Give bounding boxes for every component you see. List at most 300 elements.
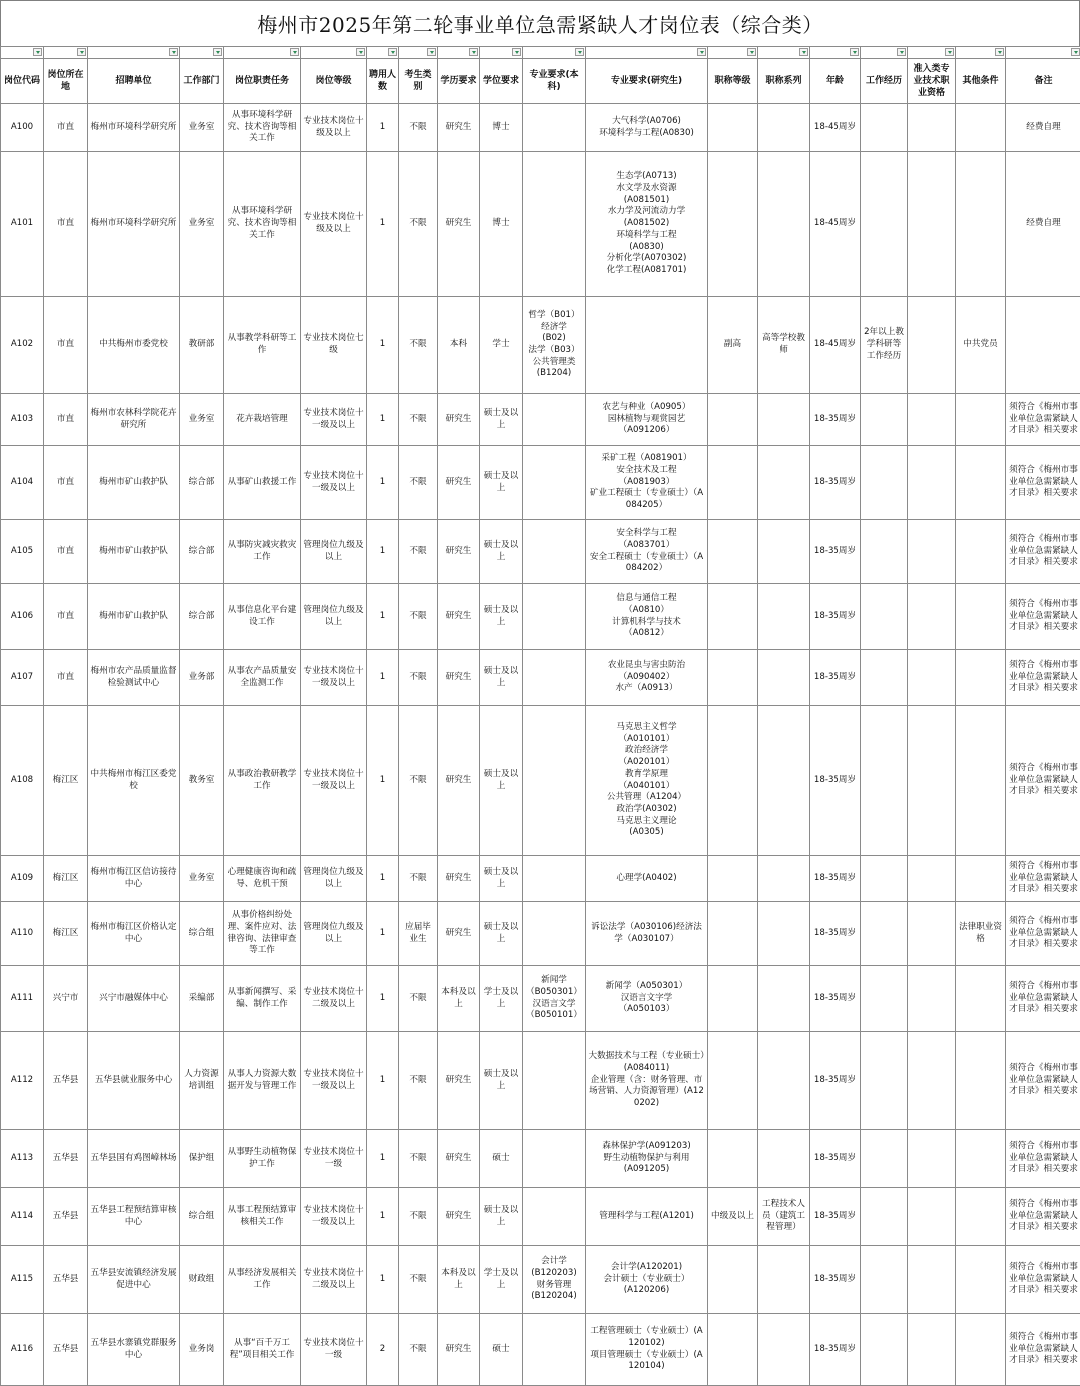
cell-degree: 硕士及以上 xyxy=(480,1188,523,1246)
cell-major-bachelor xyxy=(523,104,586,152)
filter-dropdown-icon[interactable] xyxy=(945,48,954,56)
cell-education: 本科及以上 xyxy=(438,966,480,1032)
cell-work-experience: 2年以上教学科研等工作经历 xyxy=(861,297,908,394)
cell-count: 1 xyxy=(367,446,399,520)
cell-count: 1 xyxy=(367,706,399,856)
table-row xyxy=(1,446,1080,520)
cell-remarks: 须符合《梅州市事业单位急需紧缺人才目录》相关要求 xyxy=(1006,1032,1080,1130)
filter-cell-employer xyxy=(88,47,180,59)
cell-major-bachelor xyxy=(523,1314,586,1386)
cell-work-experience xyxy=(861,1246,908,1314)
cell-candidate-type: 不限 xyxy=(399,446,438,520)
cell-candidate-type: 不限 xyxy=(399,706,438,856)
filter-dropdown-icon[interactable] xyxy=(469,48,478,56)
filter-dropdown-icon[interactable] xyxy=(850,48,859,56)
cell-grade: 专业技术岗位十级及以上 xyxy=(301,152,367,297)
cell-count: 1 xyxy=(367,104,399,152)
cell-candidate-type: 不限 xyxy=(399,1032,438,1130)
cell-duties: 从事矿山救援工作 xyxy=(224,446,301,520)
cell-remarks: 须符合《梅州市事业单位急需紧缺人才目录》相关要求 xyxy=(1006,1130,1080,1188)
cell-qualification xyxy=(908,966,956,1032)
filter-cell-education xyxy=(438,47,480,59)
cell-major-bachelor xyxy=(523,520,586,584)
cell-title-series xyxy=(758,394,810,446)
cell-education: 研究生 xyxy=(438,584,480,650)
cell-major-graduate: 新闻学（A050301） 汉语言文字学 （A050103） xyxy=(586,966,708,1032)
cell-major-graduate: 信息与通信工程 （A0810） 计算机科学与技术 （A0812） xyxy=(586,584,708,650)
cell-title-series xyxy=(758,856,810,902)
cell-location: 市直 xyxy=(44,104,88,152)
cell-remarks: 须符合《梅州市事业单位急需紧缺人才目录》相关要求 xyxy=(1006,394,1080,446)
cell-code: A116 xyxy=(1,1314,44,1386)
cell-qualification xyxy=(908,1032,956,1130)
cell-count: 1 xyxy=(367,1188,399,1246)
cell-department: 人力资源培训组 xyxy=(180,1032,224,1130)
filter-dropdown-icon[interactable] xyxy=(575,48,584,56)
cell-work-experience xyxy=(861,520,908,584)
cell-remarks: 须符合《梅州市事业单位急需紧缺人才目录》相关要求 xyxy=(1006,966,1080,1032)
cell-major-bachelor xyxy=(523,446,586,520)
cell-duties: 从事新闻撰写、采编、制作工作 xyxy=(224,966,301,1032)
filter-cell-location xyxy=(44,47,88,59)
cell-major-bachelor xyxy=(523,584,586,650)
cell-duties: 从事野生动植物保护工作 xyxy=(224,1130,301,1188)
cell-grade: 专业技术岗位十一级 xyxy=(301,1314,367,1386)
cell-education: 研究生 xyxy=(438,902,480,966)
cell-title-level: 副高 xyxy=(708,297,758,394)
filter-dropdown-icon[interactable] xyxy=(697,48,706,56)
filter-cell-age xyxy=(810,47,861,59)
cell-major-bachelor xyxy=(523,394,586,446)
cell-duties: 心理健康咨询和疏导、危机干预 xyxy=(224,856,301,902)
cell-work-experience xyxy=(861,104,908,152)
filter-dropdown-icon[interactable] xyxy=(290,48,299,56)
cell-employer: 梅州市环境科学研究所 xyxy=(88,152,180,297)
cell-grade: 专业技术岗位十二级及以上 xyxy=(301,966,367,1032)
cell-qualification xyxy=(908,297,956,394)
cell-age: 18-45周岁 xyxy=(810,297,861,394)
cell-remarks: 须符合《梅州市事业单位急需紧缺人才目录》相关要求 xyxy=(1006,1314,1080,1386)
cell-employer: 梅州市梅江区信访接待中心 xyxy=(88,856,180,902)
cell-major-bachelor xyxy=(523,1032,586,1130)
cell-employer: 梅州市矿山救护队 xyxy=(88,584,180,650)
cell-employer: 五华县国有鸡图嶂林场 xyxy=(88,1130,180,1188)
cell-employer: 梅州市梅江区价格认定中心 xyxy=(88,902,180,966)
cell-code: A103 xyxy=(1,394,44,446)
cell-location: 五华县 xyxy=(44,1314,88,1386)
cell-major-graduate: 管理科学与工程(A1201) xyxy=(586,1188,708,1246)
column-header-location: 岗位所在地 xyxy=(44,59,88,104)
cell-title-level xyxy=(708,1032,758,1130)
table-row xyxy=(1,584,1080,650)
cell-location: 市直 xyxy=(44,650,88,706)
table-row xyxy=(1,104,1080,152)
cell-location: 五华县 xyxy=(44,1246,88,1314)
cell-location: 市直 xyxy=(44,584,88,650)
cell-employer: 五华县安流镇经济发展促进中心 xyxy=(88,1246,180,1314)
cell-employer: 中共梅州市梅江区委党校 xyxy=(88,706,180,856)
cell-degree: 硕士 xyxy=(480,1314,523,1386)
cell-education: 研究生 xyxy=(438,856,480,902)
cell-employer: 梅州市矿山救护队 xyxy=(88,520,180,584)
column-header-major-graduate: 专业要求(研究生) xyxy=(586,59,708,104)
cell-age: 18-35周岁 xyxy=(810,1314,861,1386)
cell-major-bachelor xyxy=(523,650,586,706)
cell-major-graduate: 工程管理硕士（专业硕士）(A120102) 项目管理硕士（专业硕士）(A120104) xyxy=(586,1314,708,1386)
cell-other xyxy=(956,856,1006,902)
filter-dropdown-icon[interactable] xyxy=(799,48,808,56)
cell-grade: 管理岗位九级及以上 xyxy=(301,584,367,650)
cell-remarks: 须符合《梅州市事业单位急需紧缺人才目录》相关要求 xyxy=(1006,856,1080,902)
cell-degree: 硕士及以上 xyxy=(480,902,523,966)
cell-age: 18-35周岁 xyxy=(810,1246,861,1314)
cell-age: 18-35周岁 xyxy=(810,520,861,584)
filter-dropdown-icon[interactable] xyxy=(77,48,86,56)
cell-qualification xyxy=(908,1314,956,1386)
cell-other: 中共党员 xyxy=(956,297,1006,394)
cell-count: 1 xyxy=(367,584,399,650)
cell-work-experience xyxy=(861,1032,908,1130)
cell-duties: 从事政治教研教学工作 xyxy=(224,706,301,856)
cell-title-level xyxy=(708,856,758,902)
page-title: 梅州市2025年第二轮事业单位急需紧缺人才岗位表（综合类） xyxy=(257,13,823,37)
cell-work-experience xyxy=(861,706,908,856)
column-header-education: 学历要求 xyxy=(438,59,480,104)
cell-duties: 从事环境科学研究、技术咨询等相关工作 xyxy=(224,152,301,297)
cell-code: A110 xyxy=(1,902,44,966)
filter-cell-duties xyxy=(224,47,301,59)
cell-title-level xyxy=(708,966,758,1032)
cell-title-series xyxy=(758,446,810,520)
cell-code: A102 xyxy=(1,297,44,394)
cell-age: 18-45周岁 xyxy=(810,104,861,152)
cell-duties: 从事农产品质量安全监测工作 xyxy=(224,650,301,706)
cell-grade: 管理岗位九级及以上 xyxy=(301,856,367,902)
cell-education: 本科及以上 xyxy=(438,1246,480,1314)
cell-title-series: 高等学校教师 xyxy=(758,297,810,394)
cell-degree: 学士及以上 xyxy=(480,1246,523,1314)
cell-age: 18-35周岁 xyxy=(810,650,861,706)
cell-location: 五华县 xyxy=(44,1130,88,1188)
cell-education: 研究生 xyxy=(438,520,480,584)
cell-employer: 五华县工程预结算审核中心 xyxy=(88,1188,180,1246)
cell-qualification xyxy=(908,104,956,152)
cell-title-level xyxy=(708,1314,758,1386)
cell-title-level xyxy=(708,1130,758,1188)
cell-major-graduate: 生态学(A0713) 水文学及水资源 (A081501) 水力学及河流动力学 (A081502) 环境科学与工程 (A0830) 分析化学(A070302) 化学工程(A081701) xyxy=(586,152,708,297)
cell-employer: 梅州市矿山救护队 xyxy=(88,446,180,520)
cell-remarks: 经费自理 xyxy=(1006,104,1080,152)
cell-candidate-type: 不限 xyxy=(399,297,438,394)
cell-qualification xyxy=(908,902,956,966)
cell-candidate-type: 不限 xyxy=(399,584,438,650)
cell-department: 采编部 xyxy=(180,966,224,1032)
cell-code: A101 xyxy=(1,152,44,297)
column-header-code: 岗位代码 xyxy=(1,59,44,104)
cell-employer: 兴宁市融媒体中心 xyxy=(88,966,180,1032)
cell-candidate-type: 不限 xyxy=(399,856,438,902)
cell-grade: 专业技术岗位十一级及以上 xyxy=(301,706,367,856)
cell-major-graduate: 农艺与种业（A0905） 园林植物与观赏园艺 （A091206） xyxy=(586,394,708,446)
cell-education: 研究生 xyxy=(438,1130,480,1188)
cell-education: 研究生 xyxy=(438,152,480,297)
cell-title-series xyxy=(758,902,810,966)
cell-department: 业务室 xyxy=(180,856,224,902)
cell-work-experience xyxy=(861,1188,908,1246)
cell-department: 业务室 xyxy=(180,152,224,297)
cell-title-level xyxy=(708,152,758,297)
cell-code: A105 xyxy=(1,520,44,584)
cell-qualification xyxy=(908,856,956,902)
cell-count: 1 xyxy=(367,394,399,446)
cell-candidate-type: 不限 xyxy=(399,650,438,706)
filter-cell-work-experience xyxy=(861,47,908,59)
cell-title-series xyxy=(758,152,810,297)
cell-count: 1 xyxy=(367,1130,399,1188)
cell-code: A106 xyxy=(1,584,44,650)
cell-code: A111 xyxy=(1,966,44,1032)
cell-duties: 从事价格纠纷处理、案件应对、法律咨询、法律审查等工作 xyxy=(224,902,301,966)
cell-work-experience xyxy=(861,856,908,902)
filter-dropdown-icon[interactable] xyxy=(897,48,906,56)
cell-department: 业务岗 xyxy=(180,1314,224,1386)
column-header-degree: 学位要求 xyxy=(480,59,523,104)
cell-duties: 从事经济发展相关工作 xyxy=(224,1246,301,1314)
cell-candidate-type: 不限 xyxy=(399,104,438,152)
filter-cell-department xyxy=(180,47,224,59)
title-bar xyxy=(0,0,1080,46)
cell-code: A114 xyxy=(1,1188,44,1246)
filter-dropdown-icon[interactable] xyxy=(33,48,42,56)
cell-qualification xyxy=(908,706,956,856)
cell-title-level xyxy=(708,1246,758,1314)
cell-other xyxy=(956,584,1006,650)
cell-major-bachelor xyxy=(523,1188,586,1246)
cell-major-graduate: 采矿工程（A081901） 安全技术及工程 （A081903） 矿业工程硕士（专业硕士）（A084205） xyxy=(586,446,708,520)
cell-location: 五华县 xyxy=(44,1032,88,1130)
cell-title-series xyxy=(758,966,810,1032)
cell-duties: 花卉栽培管理 xyxy=(224,394,301,446)
cell-code: A113 xyxy=(1,1130,44,1188)
cell-education: 研究生 xyxy=(438,706,480,856)
cell-education: 研究生 xyxy=(438,1032,480,1130)
cell-title-series: 工程技术人员（建筑工程管理） xyxy=(758,1188,810,1246)
cell-location: 市直 xyxy=(44,446,88,520)
cell-education: 研究生 xyxy=(438,1314,480,1386)
cell-degree: 博士 xyxy=(480,152,523,297)
cell-age: 18-35周岁 xyxy=(810,856,861,902)
cell-grade: 专业技术岗位十一级及以上 xyxy=(301,394,367,446)
cell-location: 市直 xyxy=(44,394,88,446)
cell-title-series xyxy=(758,104,810,152)
cell-major-bachelor: 会计学 (B120203) 财务管理 (B120204) xyxy=(523,1246,586,1314)
cell-duties: 从事信息化平台建设工作 xyxy=(224,584,301,650)
filter-dropdown-icon[interactable] xyxy=(747,48,756,56)
table-row xyxy=(1,1246,1080,1314)
cell-age: 18-35周岁 xyxy=(810,1130,861,1188)
cell-other xyxy=(956,1032,1006,1130)
table-row xyxy=(1,1032,1080,1130)
table-row xyxy=(1,706,1080,856)
filter-cell-major-graduate xyxy=(586,47,708,59)
cell-age: 18-35周岁 xyxy=(810,966,861,1032)
cell-location: 梅江区 xyxy=(44,856,88,902)
cell-duties: 从事工程预结算审核相关工作 xyxy=(224,1188,301,1246)
cell-employer: 中共梅州市委党校 xyxy=(88,297,180,394)
cell-degree: 硕士及以上 xyxy=(480,706,523,856)
cell-other xyxy=(956,104,1006,152)
cell-age: 18-35周岁 xyxy=(810,584,861,650)
cell-age: 18-35周岁 xyxy=(810,902,861,966)
cell-count: 1 xyxy=(367,152,399,297)
cell-age: 18-35周岁 xyxy=(810,1032,861,1130)
cell-code: A100 xyxy=(1,104,44,152)
cell-work-experience xyxy=(861,650,908,706)
cell-degree: 学士及以上 xyxy=(480,966,523,1032)
cell-other xyxy=(956,1246,1006,1314)
cell-major-bachelor: 哲学（B01） 经济学 (B02) 法学（B03） 公共管理类 (B1204) xyxy=(523,297,586,394)
cell-work-experience xyxy=(861,1130,908,1188)
filter-dropdown-icon[interactable] xyxy=(169,48,178,56)
cell-degree: 硕士及以上 xyxy=(480,520,523,584)
cell-count: 1 xyxy=(367,1246,399,1314)
cell-code: A115 xyxy=(1,1246,44,1314)
cell-department: 业务室 xyxy=(180,394,224,446)
table-row xyxy=(1,902,1080,966)
cell-department: 综合部 xyxy=(180,446,224,520)
cell-qualification xyxy=(908,1130,956,1188)
cell-count: 1 xyxy=(367,856,399,902)
cell-grade: 专业技术岗位十一级及以上 xyxy=(301,650,367,706)
cell-location: 五华县 xyxy=(44,1188,88,1246)
cell-department: 综合部 xyxy=(180,520,224,584)
cell-age: 18-35周岁 xyxy=(810,394,861,446)
cell-degree: 硕士及以上 xyxy=(480,650,523,706)
table-row xyxy=(1,1130,1080,1188)
cell-count: 1 xyxy=(367,966,399,1032)
table-body xyxy=(1,104,1080,1386)
cell-qualification xyxy=(908,394,956,446)
cell-age: 18-35周岁 xyxy=(810,446,861,520)
cell-degree: 硕士及以上 xyxy=(480,584,523,650)
cell-code: A112 xyxy=(1,1032,44,1130)
cell-location: 梅江区 xyxy=(44,706,88,856)
cell-title-level xyxy=(708,584,758,650)
cell-major-bachelor xyxy=(523,902,586,966)
cell-other xyxy=(956,152,1006,297)
filter-dropdown-icon[interactable] xyxy=(356,48,365,56)
position-table xyxy=(0,46,1080,1386)
filter-dropdown-icon[interactable] xyxy=(388,48,397,56)
cell-major-bachelor: 新闻学 （B050301） 汉语言文学 （B050101） xyxy=(523,966,586,1032)
filter-cell-count xyxy=(367,47,399,59)
cell-location: 兴宁市 xyxy=(44,966,88,1032)
cell-candidate-type: 不限 xyxy=(399,1314,438,1386)
cell-work-experience xyxy=(861,966,908,1032)
filter-row xyxy=(1,47,1080,59)
filter-cell-candidate-type xyxy=(399,47,438,59)
cell-grade: 专业技术岗位十一级 xyxy=(301,1130,367,1188)
cell-qualification xyxy=(908,584,956,650)
cell-duties: 从事教学科研等工作 xyxy=(224,297,301,394)
cell-department: 教务室 xyxy=(180,706,224,856)
filter-dropdown-icon[interactable] xyxy=(427,48,436,56)
cell-degree: 博士 xyxy=(480,104,523,152)
cell-grade: 专业技术岗位十一级及以上 xyxy=(301,1188,367,1246)
filter-dropdown-icon[interactable] xyxy=(995,48,1004,56)
table-row xyxy=(1,152,1080,297)
cell-location: 市直 xyxy=(44,152,88,297)
cell-major-graduate: 农业昆虫与害虫防治 （A090402） 水产（A0913） xyxy=(586,650,708,706)
cell-duties: 从事防灾减灾救灾工作 xyxy=(224,520,301,584)
cell-candidate-type: 不限 xyxy=(399,966,438,1032)
cell-work-experience xyxy=(861,152,908,297)
filter-cell-title-series xyxy=(758,47,810,59)
cell-title-series xyxy=(758,1314,810,1386)
filter-dropdown-icon[interactable] xyxy=(512,48,521,56)
cell-other xyxy=(956,520,1006,584)
table-row xyxy=(1,394,1080,446)
cell-degree: 硕士及以上 xyxy=(480,1032,523,1130)
cell-candidate-type: 不限 xyxy=(399,1246,438,1314)
filter-cell-code xyxy=(1,47,44,59)
cell-title-series xyxy=(758,584,810,650)
cell-code: A109 xyxy=(1,856,44,902)
cell-major-graduate: 安全科学与工程 （A083701） 安全工程硕士（专业硕士）（A084202） xyxy=(586,520,708,584)
cell-code: A107 xyxy=(1,650,44,706)
cell-location: 市直 xyxy=(44,520,88,584)
cell-other xyxy=(956,650,1006,706)
cell-title-level xyxy=(708,706,758,856)
column-header-department: 工作部门 xyxy=(180,59,224,104)
cell-degree: 学士 xyxy=(480,297,523,394)
cell-other xyxy=(956,394,1006,446)
cell-title-series xyxy=(758,520,810,584)
cell-degree: 硕士及以上 xyxy=(480,856,523,902)
cell-age: 18-45周岁 xyxy=(810,152,861,297)
table-row xyxy=(1,650,1080,706)
cell-grade: 专业技术岗位十二级及以上 xyxy=(301,1246,367,1314)
cell-title-level xyxy=(708,650,758,706)
cell-grade: 专业技术岗位十级及以上 xyxy=(301,104,367,152)
cell-employer: 五华县水寨镇党群服务中心 xyxy=(88,1314,180,1386)
filter-cell-major-bachelor xyxy=(523,47,586,59)
cell-education: 研究生 xyxy=(438,650,480,706)
cell-remarks: 须符合《梅州市事业单位急需紧缺人才目录》相关要求 xyxy=(1006,650,1080,706)
cell-major-graduate: 大数据技术与工程（专业硕士）(A084011) 企业管理（含：财务管理、市场营销、人力资源管理）(A120202) xyxy=(586,1032,708,1130)
cell-location: 梅江区 xyxy=(44,902,88,966)
cell-major-graduate: 马克思主义哲学 （A010101） 政治经济学 （A020101） 教育学原理 （A040101） 公共管理（A1204） 政治学(A0302) 马克思主义理论 (A0305) xyxy=(586,706,708,856)
cell-candidate-type: 不限 xyxy=(399,152,438,297)
cell-degree: 硕士及以上 xyxy=(480,446,523,520)
cell-department: 业务部 xyxy=(180,650,224,706)
cell-grade: 专业技术岗位七级 xyxy=(301,297,367,394)
filter-dropdown-icon[interactable] xyxy=(1071,48,1080,56)
cell-other: 法律职业资格 xyxy=(956,902,1006,966)
cell-major-graduate: 诉讼法学（A030106)经济法学（A030107） xyxy=(586,902,708,966)
cell-count: 2 xyxy=(367,1314,399,1386)
cell-employer: 五华县就业服务中心 xyxy=(88,1032,180,1130)
cell-code: A108 xyxy=(1,706,44,856)
cell-count: 1 xyxy=(367,520,399,584)
cell-remarks: 须符合《梅州市事业单位急需紧缺人才目录》相关要求 xyxy=(1006,902,1080,966)
cell-major-bachelor xyxy=(523,1130,586,1188)
cell-other xyxy=(956,1314,1006,1386)
cell-grade: 管理岗位九级及以上 xyxy=(301,520,367,584)
filter-dropdown-icon[interactable] xyxy=(213,48,222,56)
table-row xyxy=(1,1314,1080,1386)
cell-work-experience xyxy=(861,584,908,650)
